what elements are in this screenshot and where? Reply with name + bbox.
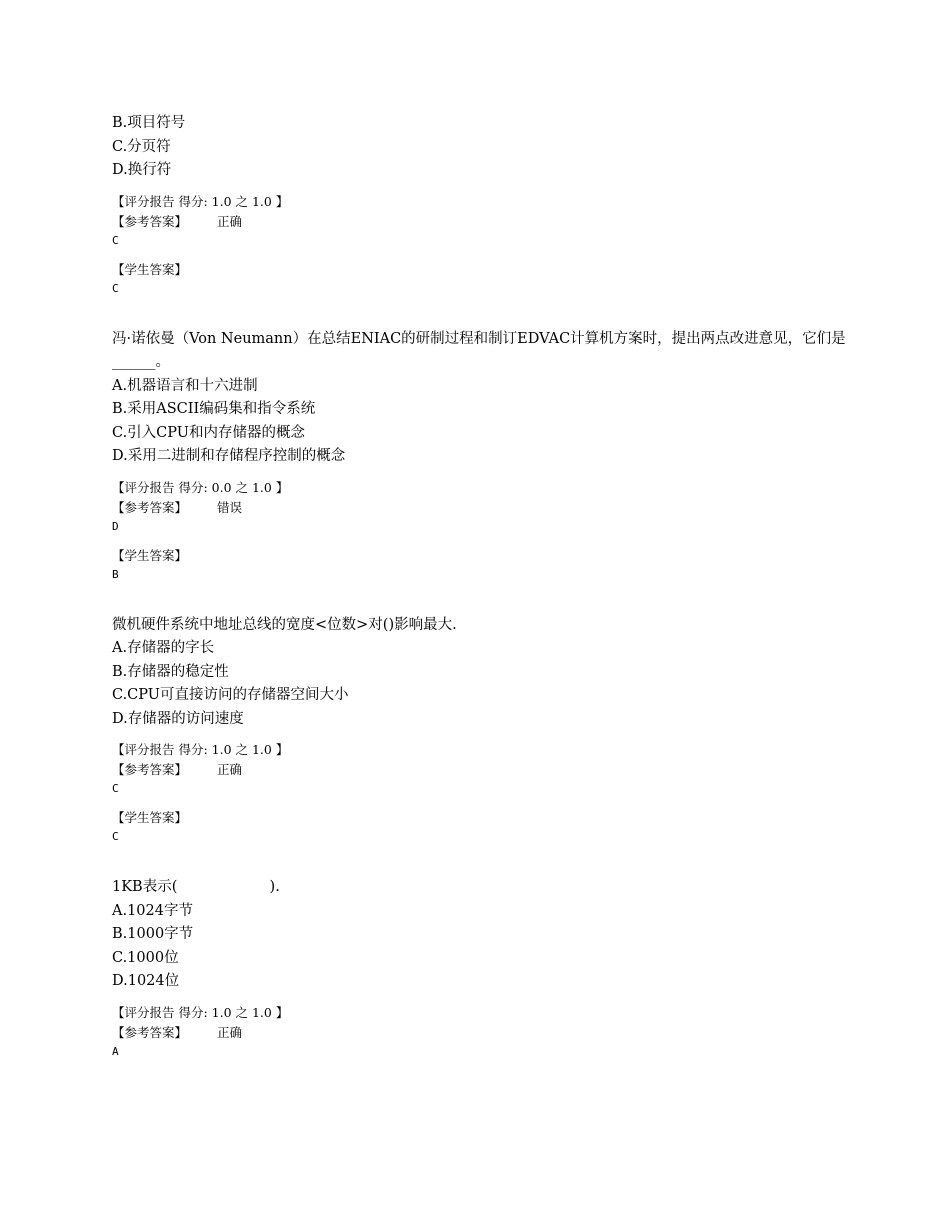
exam-results-page [112,112,852,1061]
question-text: 微机硬件系统中地址总线的宽度<位数>对()影响最大. [112,616,457,633]
option-d: D.换行符 [112,162,172,178]
option-c: C.CPU可直接访问的存储器空间大小 [112,687,349,703]
score-report: 【评分报告 得分: 1.0 之 1.0 】 [112,742,289,757]
correctness-status: 正确 [217,762,243,777]
option-d: D.采用二进制和存储程序控制的概念 [112,448,346,464]
reference-answer-row [112,760,852,780]
student-answer-label: 【学生答案】 [112,547,188,563]
option-c: C.分页符 [112,138,171,155]
question-text: 1KB表示( ). [112,879,280,895]
option-d: D.存储器的访问速度 [112,710,244,727]
student-answer: B [112,567,119,581]
reference-answer-row [112,1023,852,1043]
student-answer-label: 【学生答案】 [112,261,188,277]
option-b: B.存储器的稳定性 [112,663,229,680]
option-c: C.引入CPU和内存储器的概念 [112,424,306,441]
question-text: 冯·诺依曼（Von Neumann）在总结ENIAC的研制过程和制订EDVAC计算机方案时，提出两点改进意见，它们是______。 [112,330,846,370]
question-block [112,328,852,584]
reference-answer-row [112,498,852,518]
option-a: A.1024字节 [112,902,193,919]
option-a: A.存储器的字长 [112,640,215,656]
reference-answer-row [112,212,852,232]
student-answer: C [112,830,119,843]
option-b: B.采用ASCII编码集和指令系统 [112,401,316,417]
option-b: B.1000字节 [112,926,194,942]
reference-answer-label: 【参考答案】 [112,213,188,229]
reference-answer-label: 【参考答案】 [112,762,188,777]
question-block [112,112,852,298]
reference-answer: C [112,233,119,247]
score-report: 【评分报告 得分: 0.0 之 1.0 】 [112,479,289,495]
score-report: 【评分报告 得分: 1.0 之 1.0 】 [112,1004,289,1020]
question-block [112,876,852,1061]
option-b: B.项目符号 [112,115,186,131]
reference-answer: A [112,1044,119,1058]
score-report: 【评分报告 得分: 1.0 之 1.0 】 [112,193,289,209]
student-answer-label: 【学生答案】 [112,810,188,825]
option-c: C.1000位 [112,949,179,966]
reference-answer: D [112,519,119,533]
reference-answer-label: 【参考答案】 [112,1024,188,1040]
option-a: A.机器语言和十六进制 [112,377,258,394]
option-d: D.1024位 [112,973,180,989]
reference-answer: C [112,782,119,795]
student-answer: C [112,281,119,295]
question-block [112,614,852,847]
correctness-status: 正确 [217,213,243,229]
reference-answer-label: 【参考答案】 [112,499,188,515]
correctness-status: 正确 [217,1024,243,1040]
correctness-status: 错误 [217,499,243,515]
